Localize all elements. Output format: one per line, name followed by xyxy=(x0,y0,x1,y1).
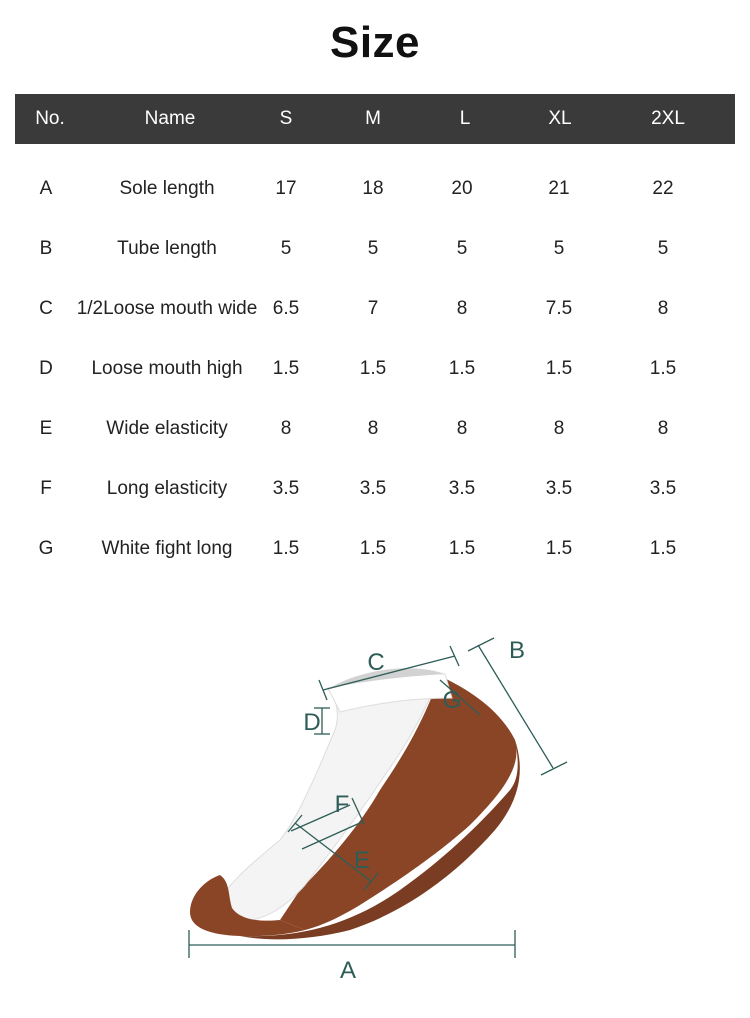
sock-measurement-diagram xyxy=(0,590,750,1013)
value-2xl: 1.5 xyxy=(649,538,677,559)
value-s: 1.5 xyxy=(272,358,300,379)
value-s: 17 xyxy=(275,178,297,199)
value-s: 6.5 xyxy=(272,298,300,319)
value-m: 1.5 xyxy=(359,358,387,379)
value-2xl: 22 xyxy=(652,178,674,199)
value-xl: 21 xyxy=(548,178,570,199)
row-name: Tube length xyxy=(117,238,217,259)
row-name: 1/2Loose mouth wide xyxy=(76,298,258,319)
value-l: 8 xyxy=(456,298,468,319)
value-l: 20 xyxy=(451,178,473,199)
value-l: 1.5 xyxy=(448,538,476,559)
value-2xl: 5 xyxy=(657,238,669,259)
value-m: 7 xyxy=(367,298,379,319)
dim-e-label: E xyxy=(353,847,371,874)
value-s: 8 xyxy=(280,418,292,439)
row-code: E xyxy=(39,418,53,439)
value-s: 5 xyxy=(280,238,292,259)
row-name: Loose mouth high xyxy=(91,358,243,379)
table-row xyxy=(0,294,750,324)
table-row xyxy=(0,534,750,564)
value-xl: 8 xyxy=(553,418,565,439)
sock-illustration xyxy=(0,590,750,1013)
header-xl: XL xyxy=(548,108,572,129)
size-table-header xyxy=(15,94,735,144)
row-code: A xyxy=(39,178,53,199)
row-code: F xyxy=(40,478,52,499)
row-name: Sole length xyxy=(119,178,215,199)
row-name: White fight long xyxy=(101,538,233,559)
value-xl: 1.5 xyxy=(545,538,573,559)
row-code: D xyxy=(39,358,53,379)
dim-b-tick-bottom xyxy=(541,762,567,775)
row-name: Wide elasticity xyxy=(106,418,228,439)
value-m: 8 xyxy=(367,418,379,439)
dim-a-label: A xyxy=(339,957,357,984)
value-l: 8 xyxy=(456,418,468,439)
value-s: 3.5 xyxy=(272,478,300,499)
row-code: G xyxy=(38,538,54,559)
header-no: No. xyxy=(35,108,65,129)
value-l: 3.5 xyxy=(448,478,476,499)
dim-g-label: G xyxy=(442,687,462,714)
row-code: B xyxy=(39,238,53,259)
table-row xyxy=(0,474,750,504)
value-m: 18 xyxy=(362,178,384,199)
value-s: 1.5 xyxy=(272,538,300,559)
table-row xyxy=(0,174,750,204)
value-xl: 5 xyxy=(553,238,565,259)
header-name: Name xyxy=(144,108,196,129)
value-2xl: 3.5 xyxy=(649,478,677,499)
dim-c-label: C xyxy=(367,649,385,676)
value-2xl: 8 xyxy=(657,418,669,439)
value-xl: 1.5 xyxy=(545,358,573,379)
value-2xl: 8 xyxy=(657,298,669,319)
table-row xyxy=(0,414,750,444)
row-name: Long elasticity xyxy=(106,478,228,499)
dim-b-label: B xyxy=(508,637,526,664)
header-s: S xyxy=(279,108,293,129)
value-xl: 7.5 xyxy=(545,298,573,319)
dim-d-label: D xyxy=(303,709,321,736)
value-l: 1.5 xyxy=(448,358,476,379)
page-title: Size xyxy=(329,18,421,67)
table-row xyxy=(0,234,750,264)
table-row xyxy=(0,354,750,384)
value-xl: 3.5 xyxy=(545,478,573,499)
value-m: 3.5 xyxy=(359,478,387,499)
header-2xl: 2XL xyxy=(651,108,685,129)
header-m: M xyxy=(365,108,381,129)
value-2xl: 1.5 xyxy=(649,358,677,379)
value-m: 5 xyxy=(367,238,379,259)
value-m: 1.5 xyxy=(359,538,387,559)
dim-c-tick-left xyxy=(319,680,327,700)
header-l: L xyxy=(459,108,471,129)
row-code: C xyxy=(39,298,53,319)
dim-f-label: F xyxy=(334,791,350,818)
value-l: 5 xyxy=(456,238,468,259)
dim-c-tick-right xyxy=(450,646,459,666)
